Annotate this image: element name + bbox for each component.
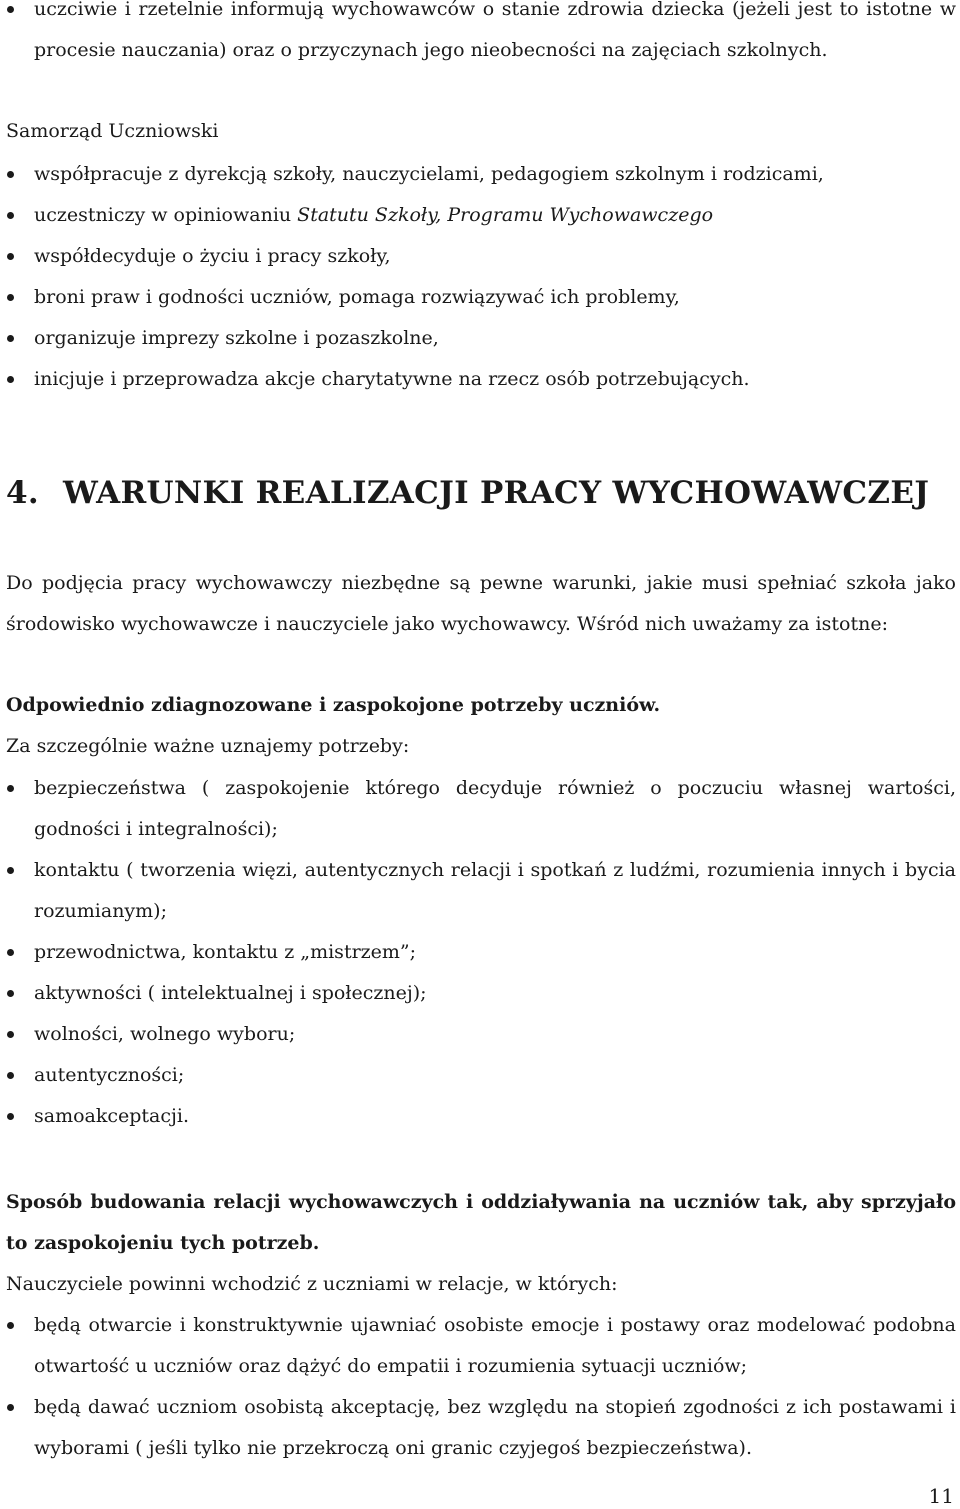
list-item: przewodnictwa, kontaktu z „mistrzem”; — [0, 932, 956, 973]
list-item: wolności, wolnego wyboru; — [0, 1014, 956, 1055]
list-item: autentyczności; — [0, 1055, 956, 1096]
relations-heading: Sposób budowania relacji wychowawczych i oddziaływania na uczniów tak, aby sprzyjało to zaspokojeniu tych potrzeb. — [6, 1191, 956, 1254]
list-item: samoakceptacji. — [0, 1096, 956, 1137]
list-item: bezpieczeństwa ( zaspokojenie którego decyduje również o poczuciu własnej wartości, godności i integralności); — [0, 768, 956, 850]
list-item: inicjuje i przeprowadza akcje charytatywne na rzecz osób potrzebujących. — [0, 359, 956, 400]
relations-lead: Nauczyciele powinni wchodzić z uczniami w relacje, w których: — [6, 1273, 618, 1295]
list-item: będą dawać uczniom osobistą akceptację, bez względu na stopień zgodności z ich postawami i wyborami ( jeśli tylko nie przekroczą oni granic czyjegoś bezpieczeństwa). — [0, 1387, 956, 1469]
page-number: 11 — [928, 1484, 954, 1508]
list-item: aktywności ( intelektualnej i społecznej); — [0, 973, 956, 1014]
document-titles: Statutu Szkoły, Programu Wychowawczego — [297, 204, 714, 226]
list-item — [0, 195, 956, 236]
section-intro: Do podjęcia pracy wychowawczy niezbędne są pewne warunki, jakie musi spełniać szkoła jako środowisko wychowawcze i nauczyciele jako wychowawcy. Wśród nich uważamy za istotne: — [6, 572, 956, 635]
list-item: broni praw i godności uczniów, pomaga rozwiązywać ich problemy, — [0, 277, 956, 318]
section-number: 4. — [6, 475, 39, 511]
needs-heading: Odpowiednio zdiagnozowane i zaspokojone potrzeby uczniów. — [6, 694, 661, 716]
needs-list — [0, 768, 956, 1137]
list-item: współdecyduje o życiu i pracy szkoły, — [0, 236, 956, 277]
list-item: będą otwarcie i konstruktywnie ujawniać osobiste emocje i postawy oraz modelować podobna otwartość u uczniów oraz dążyć do empatii i rozumienia sytuacji uczniów; — [0, 1305, 956, 1387]
list-item-text: uczestniczy w opiniowaniu — [34, 204, 298, 226]
list-item: kontaktu ( tworzenia więzi, autentycznych relacji i spotkań z ludźmi, rozumienia innych i bycia rozumianym); — [0, 850, 956, 932]
list-item: uczciwie i rzetelnie informują wychowawców o stanie zdrowia dziecka (jeżeli jest to istotne w procesie nauczania) oraz o przyczynach jego nieobecności na zajęciach szkolnych. — [0, 0, 956, 71]
samorzad-list — [0, 154, 956, 400]
section-title: WARUNKI REALIZACJI PRACY WYCHOWAWCZEJ — [62, 475, 930, 511]
relations-list — [0, 1305, 956, 1469]
parent-duties-list — [0, 0, 956, 71]
section-heading — [6, 470, 929, 516]
list-item: organizuje imprezy szkolne i pozaszkolne, — [0, 318, 956, 359]
list-item: współpracuje z dyrekcją szkoły, nauczycielami, pedagogiem szkolnym i rodzicami, — [0, 154, 956, 195]
needs-lead: Za szczególnie ważne uznajemy potrzeby: — [6, 735, 410, 757]
samorzad-heading: Samorząd Uczniowski — [6, 120, 219, 142]
